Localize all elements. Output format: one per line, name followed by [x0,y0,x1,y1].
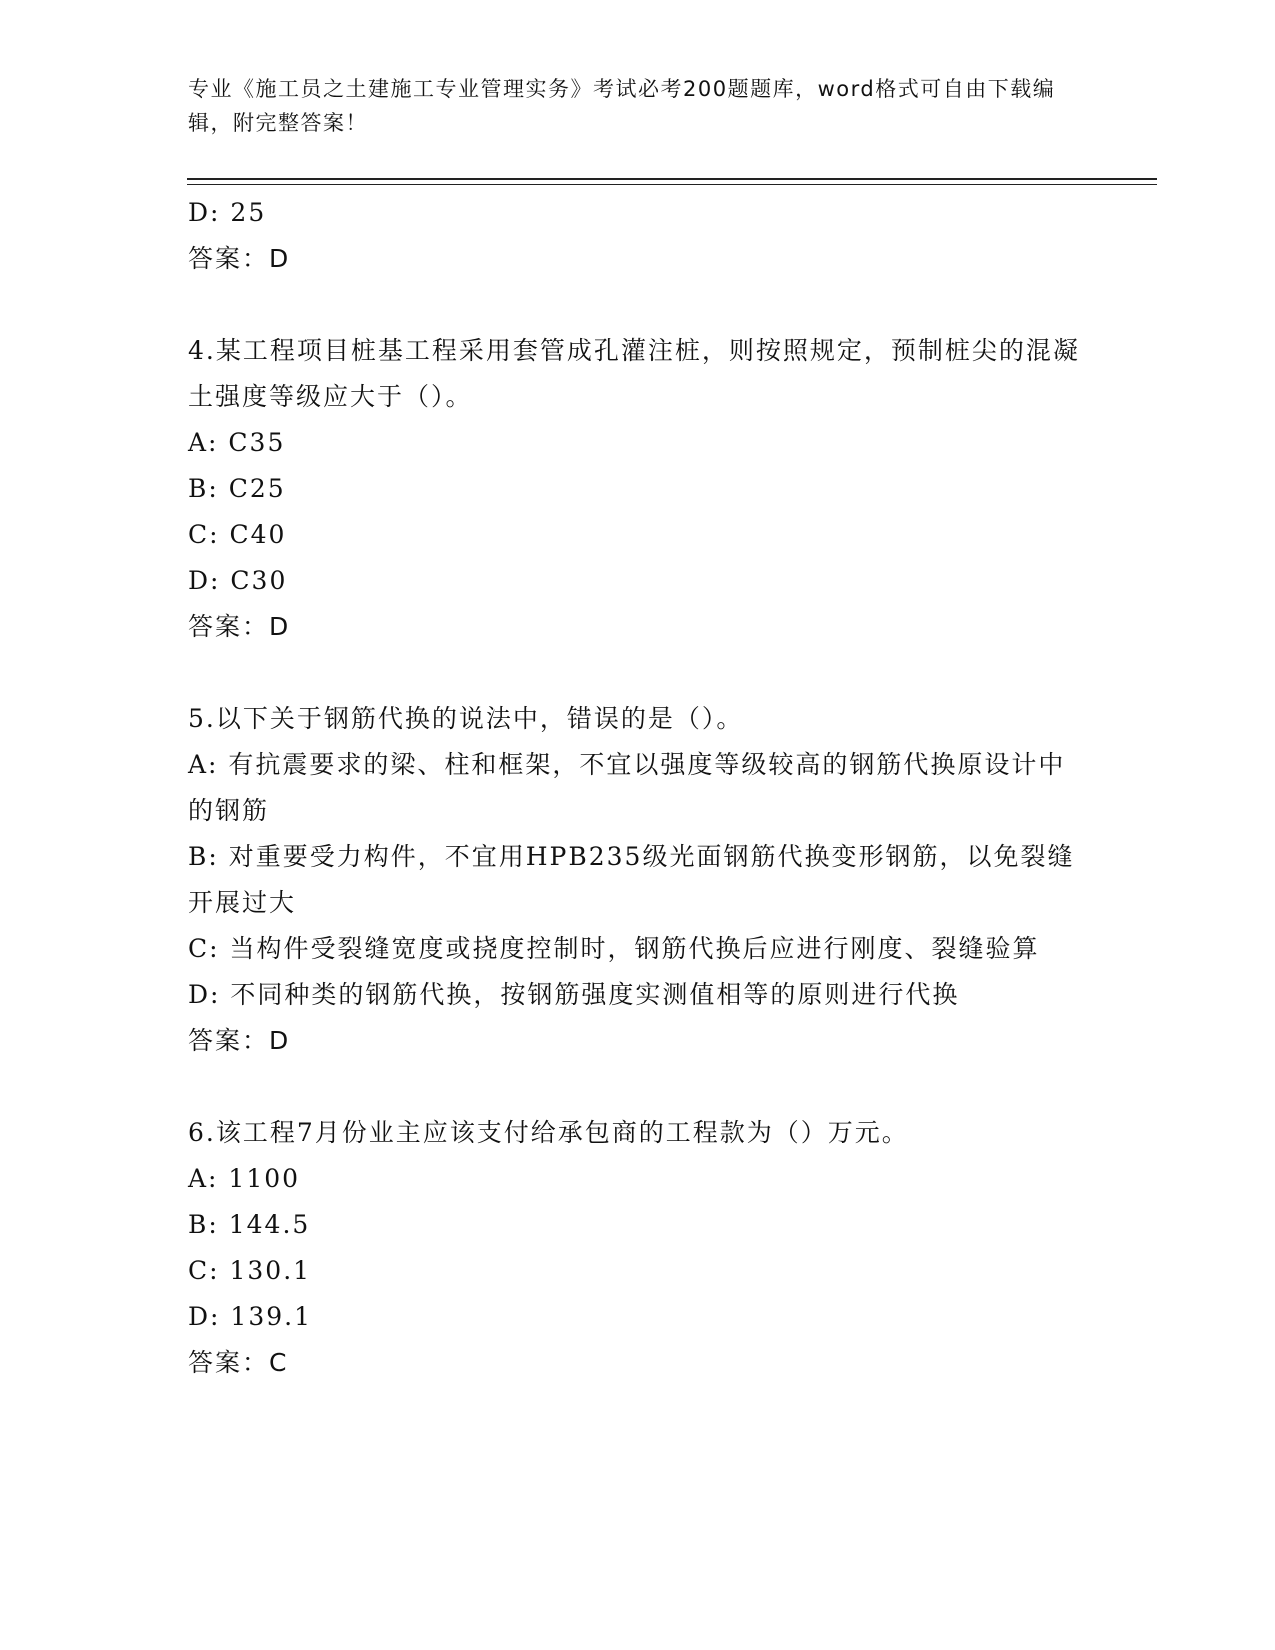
option-c: C: 当构件受裂缝宽度或挠度控制时，钢筋代换后应进行刚度、裂缝验算 [188,934,1040,963]
option-d: D: 139.1 [188,1302,312,1331]
option-b: B: 144.5 [188,1210,311,1239]
question-4 [188,328,1088,650]
option-d: D: C30 [188,566,288,595]
header-rule-thick [187,178,1157,180]
header-rule-thin [187,184,1157,185]
answer: 答案：D [188,1026,291,1055]
option-b: B: 对重要受力构件，不宜用HPB235级光面钢筋代换变形钢筋，以免裂缝开展过大 [188,842,1075,917]
option-c: C: C40 [188,520,287,549]
option-a: A: 有抗震要求的梁、柱和框架，不宜以强度等级较高的钢筋代换原设计中的钢筋 [188,750,1066,825]
question-stem: 5.以下关于钢筋代换的说法中，错误的是（）。 [188,704,744,733]
answer: 答案：C [188,1348,289,1377]
document-header: 专业《施工员之土建施工专业管理实务》考试必考200题题库，word格式可自由下载编辑，附完整答案！ [188,77,1056,135]
prev-option-d: D: 25 [188,198,267,227]
option-b: B: C25 [188,474,286,503]
option-d: D: 不同种类的钢筋代换，按钢筋强度实测值相等的原则进行代换 [188,980,960,1009]
question-6 [188,1110,1088,1386]
option-a: A: C35 [188,428,286,457]
question-stem: 6.该工程7月份业主应该支付给承包商的工程款为（）万元。 [188,1118,909,1147]
prev-answer: 答案：D [188,244,291,273]
answer: 答案：D [188,612,291,641]
question-stem: 4.某工程项目桩基工程采用套管成孔灌注桩，则按照规定，预制桩尖的混凝土强度等级应大于（）。 [188,336,1080,411]
option-a: A: 1100 [188,1164,301,1193]
question-5 [188,696,1088,1064]
option-c: C: 130.1 [188,1256,312,1285]
document-body [188,190,1088,1386]
